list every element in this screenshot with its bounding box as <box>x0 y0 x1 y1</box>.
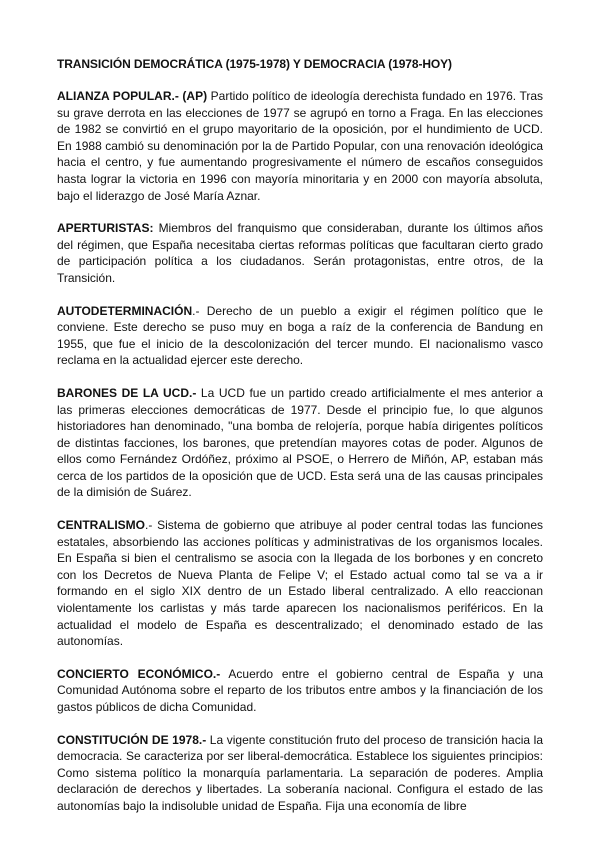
entry-term: CONSTITUCIÓN DE 1978.- <box>57 732 207 747</box>
glossary-entry-autodeterminacion <box>57 303 543 369</box>
document-page <box>57 56 543 831</box>
glossary-entry-concierto-economico <box>57 666 543 716</box>
entry-definition: .- Derecho de un pueblo a exigir el régimen político que le conviene. Este derecho se puso muy en boga a raíz de la conferencia de Bandung en 1955, que fue el inicio de la descolonización del tercer mundo. El nacionalismo vasco reclama en la actualidad ejercer este derecho. <box>57 303 543 368</box>
entry-term: APERTURISTAS: <box>57 221 154 236</box>
entry-definition: Miembros del franquismo que consideraban, durante los últimos años del régimen, que España necesitaba ciertas reformas políticas que facultaran cierto grado de participación política a los ciudadanos. Serán protagonistas, entre otros, de la Transición. <box>57 221 543 285</box>
glossary-entry-alianza-popular <box>57 88 543 204</box>
entry-term: CONCIERTO ECONÓMICO.- <box>57 666 221 681</box>
entry-term: BARONES DE LA UCD.- <box>57 385 197 400</box>
entry-definition: .- Sistema de gobierno que atribuye al poder central todas las funciones estatales, absorbiendo las acciones políticas y administrativas de los organismos locales. En España si bien el centralismo se asocia con la llegada de los borbones y en concreto con los Decretos de Nueva Planta de Felipe V; el Estado actual como tal se va a ir formando en el siglo XIX dentro de un Estado liberal centralizado. A ello reaccionan violentamente los carlistas y más tarde aparecen los nacionalismos periféricos. En la actualidad el modelo de España es descentralizado; el denominado estado de las autonomías. <box>57 518 543 649</box>
entry-term: CENTRALISMO <box>57 518 145 533</box>
entry-term: ALIANZA POPULAR.- (AP) <box>57 89 208 103</box>
glossary-entry-aperturistas <box>57 220 543 286</box>
glossary-entry-barones-ucd <box>57 385 543 501</box>
glossary-entry-centralismo <box>57 517 543 650</box>
glossary-entry-constitucion-1978 <box>57 732 543 815</box>
entry-definition: Acuerdo entre el gobierno central de España y una Comunidad Autónoma sobre el reparto de los tributos entre ambos y la financiación de los gastos públicos de dicha Comunidad. <box>57 666 543 714</box>
document-title: TRANSICIÓN DEMOCRÁTICA (1975-1978) Y DEMOCRACIA (1978-HOY) <box>57 57 452 71</box>
entry-definition: La UCD fue un partido creado artificialmente el mes anterior a las primeras elecciones democráticas de 1977. Desde el principio fue, lo que algunos historiadores han denominado, "una bomba de relojería, porque había dirigentes políticos de distintas facciones, los barones, que pretendían mayores cotas de poder. Algunos de ellos como Fernández Ordóñez, próximo al PSOE, o Herrero de Miñón, AP, estaban más cerca de los partidos de la oposición que de UCD. Esta será una de las causas principales de la dimisión de Suárez. <box>57 385 543 500</box>
entry-definition: Partido político de ideología derechista fundado en 1976. Tras su grave derrota en las elecciones de 1977 se agrupó en torno a Fraga. En las elecciones de 1982 se convirtió en el grupo mayoritario de la oposición, por el hundimiento de UCD. En 1988 cambió su denominación por la de Partido Popular, con una renovación ideológica hacia el centro, y fue aumentando progresivamente el número de escaños conseguidos hasta lograr la victoria en 1996 con mayoría minoritaria y en 2000 con mayoría absoluta, bajo el liderazgo de José María Aznar. <box>57 89 544 203</box>
entry-definition: La vigente constitución fruto del proceso de transición hacia la democracia. Se caracteriza por ser liberal-democrática. Establece los siguientes principios: Como sistema político la monarquía parlamentaria. La separación de poderes. Amplia declaración de derechos y libertades. La soberanía nacional. Configura el estado de las autonomías bajo la indisoluble unidad de España. Fija una economía de libre <box>57 732 543 813</box>
entry-term: AUTODETERMINACIÓN <box>57 303 193 318</box>
